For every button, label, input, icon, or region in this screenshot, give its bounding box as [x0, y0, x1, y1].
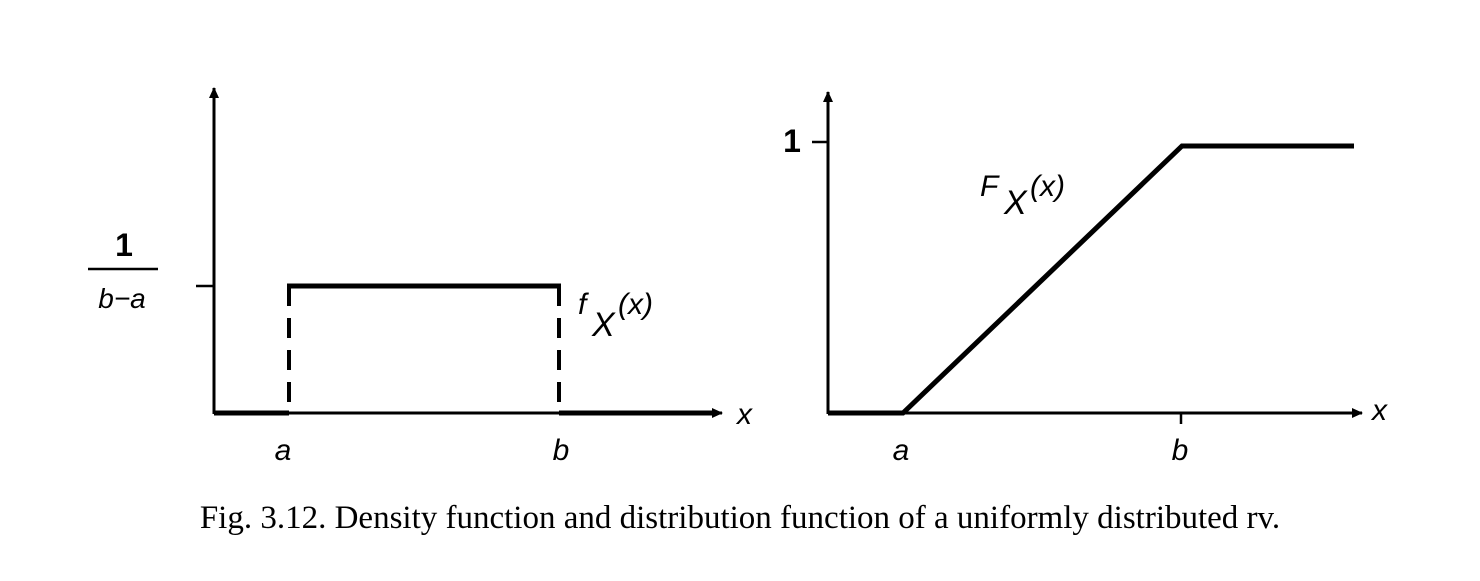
- distribution-curve-label-f: F: [980, 170, 999, 203]
- density-chart: [88, 88, 753, 467]
- figure-caption: Fig. 3.12. Density function and distribution function of a uniformly distributed rv.: [199, 500, 1281, 536]
- density-x-label: x: [737, 398, 752, 431]
- density-y-tick-denominator: b−a: [98, 283, 146, 314]
- distribution-chart: [783, 92, 1388, 467]
- density-y-tick-numerator: 1: [115, 227, 133, 263]
- density-x-tick-a: a: [274, 434, 292, 467]
- distribution-line: [828, 146, 1354, 413]
- distribution-curve-label-arg: (x): [1030, 170, 1065, 203]
- distribution-y-tick-1: 1: [783, 123, 801, 159]
- density-curve-label-sub: X: [592, 306, 615, 344]
- distribution-x-tick-a: a: [892, 434, 910, 467]
- density-x-tick-b: b: [552, 434, 570, 467]
- distribution-curve-label-sub: X: [1004, 184, 1027, 222]
- density-curve-label-f: f: [578, 288, 587, 321]
- density-curve-label-arg: (x): [618, 288, 653, 321]
- distribution-x-tick-b: b: [1171, 434, 1189, 467]
- distribution-x-label: x: [1372, 394, 1387, 427]
